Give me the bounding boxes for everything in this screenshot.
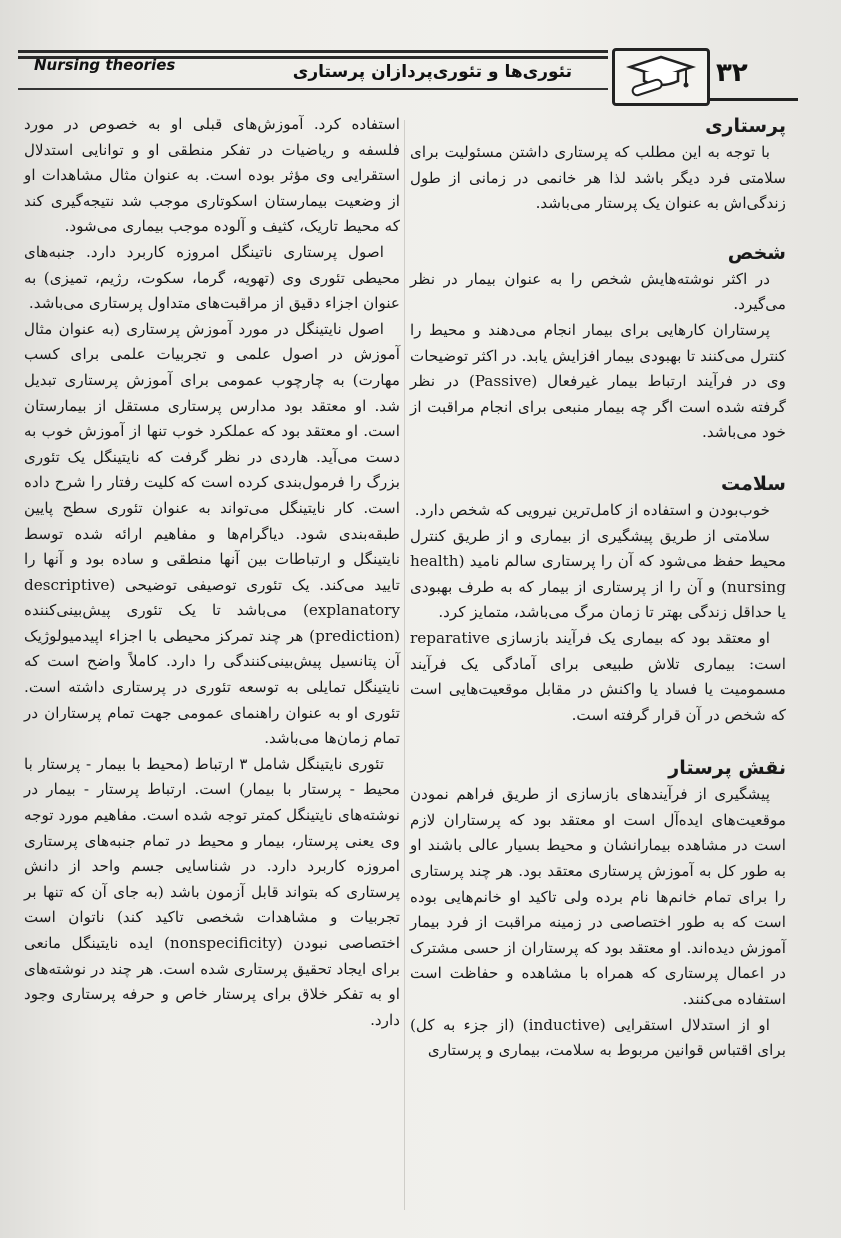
paragraph: پیشگیری از فرآیندهای بازسازی از طریق فراهم نمودن موقعیت‌های ایده‌آل است او معتقد بود که پرستاران لازم است در مشاهده بیمارانشان و محیط بسیار عالی باشند او به طور کل به آموزش پرستاری معتقد بود. هر چند پرستاری را برای تمام خانم‌ها نام برده ولی تاکید او خانم‌هایی بوده است که به طور اختصاصی در زمینه مراقبت از فرد بیمار آموزش دیده‌اند. او معتقد بود که پرستاران از حسی مشترک در اعمال پرستاری که همراه با مشاهده و حفاظت است استفاده می‌کنند. (410, 785, 786, 1009)
page-header (18, 40, 798, 120)
header-logo-box (612, 48, 710, 106)
column-divider (404, 120, 405, 1210)
graduation-cap-scroll-icon (624, 53, 698, 101)
section-heading-person: شخص (727, 241, 786, 264)
paragraph: او از استدلال استقرایی (inductive) (از جزء به کل) برای اقتباس قوانین مربوط به سلامت، بیماری و پرستاری (410, 1015, 786, 1060)
section-heading-nurse-role: نقش پرستار (668, 757, 786, 780)
paragraph: تئوری نایتینگل شامل ۳ ارتباط (محیط با بیمار - پرستار با محیط - پرستار با بیمار) است. ارتباط پرستار - بیمار در نوشته‌های نایتینگل کمتر توجه شده است. مفاهیم مورد توجه وی یعنی پرستار، بیمار و محیط در تمام جنبه‌های پرستاری امروزه کاربرد دارد. در شناسایی جسم واحد از دانش پرستاری که بتواند قابل آزمون باشد (به جای آن که تنها بر تجربیات و مشاهدات شخصی تاکید کند) ناتوان است اختصاصی نبودن (nonspecificity) ایده نایتینگل مانعی برای ایجاد تحقیق پرستاری شده است. هر چند در نوشته‌های او به تفکر خلاق برای پرستار خاص و حرفه پرستاری وجود دارد. (24, 754, 401, 1029)
paragraph: با توجه به این مطلب که پرستاری داشتن مسئولیت برای سلامتی فرد دیگر باشد لذا هر خانمی در زمانی از طول زندگی‌اش به عنوان یک پرستار می‌باشد. (410, 143, 786, 213)
header-persian-title: تئوری‌ها و تئوری‌پردازان پرستاری (292, 62, 572, 82)
section-heading-health: سلامت (721, 472, 786, 495)
paragraph: او معتقد بود که بیماری یک فرآیند بازسازی reparative است: بیماری تلاش طبیعی برای آمادگی یک فرآیند مسمومیت یا فساد یا واکنش در مقابل موقعیت‌هایی است که شخص در آن قرار گرفته است. (410, 628, 786, 724)
header-english-title: Nursing theories (34, 56, 176, 74)
page-number: ۳۲ (716, 58, 748, 88)
header-right-rule (708, 98, 798, 101)
paragraph: استفاده کرد. آموزش‌های قبلی او به خصوص در مورد فلسفه و ریاضیات در تفکر منطقی او و توانایی استدلال استقرایی وی مؤثر بوده است. به عنوان مثال مشاهدات او از وضعیت بیمارستان اسکوتاری موجب شد نتیجه‌گیری کند که محیط تاریک، کثیف و آلوده موجب بیماری می‌شود. (24, 115, 400, 236)
paragraph: پرستاران کارهایی برای بیمار انجام می‌دهند و محیط را کنترل می‌کنند تا بهبودی بیمار افزایش یابد. در اکثر توضیحات وی در فرآیند ارتباط بیمار غیرفعال (Passive) در نظر گرفته شده است اگر چه بیمار منبعی برای انجام مراقبت از خود می‌باشد. (410, 320, 786, 442)
paragraph: سلامتی از طریق پیشگیری از بیماری و از طریق کنترل محیط حفظ می‌شود که آن را پرستاری سالم نامید (health nursing) و آن را از پرستاری از بیمار که به طرف بهبودی یا حداقل زندگی بهتر تا زمان مرگ می‌باشد، متمایز کرد. (410, 526, 786, 622)
paragraph: اصول نایتینگل در مورد آموزش پرستاری (به عنوان مثال آموزش در اصول علمی و تجربیات علمی برای کسب مهارت) به چارچوب عمومی برای آموزش پرستاری تبدیل شد. او معتقد بود مدارس پرستاری مستقل از بیمارستان است. او معتقد بود که عملکرد خوب تنها از آموزش خوب به دست می‌آید. هاردی در نظر گرفت که نایتینگل یک تئوری بزرگ را فرمول‌بندی کرده است که کلیت رفتار را شرح داده است. کار نایتینگل می‌تواند به عنوان تئوری سطح پایین طبقه‌بندی شود. دیاگرام‌ها و مفاهیم ارائه شده توسط نایتینگل و ارتباطات بین آنها منطقی و ساده بود و آنها را تایید می‌کند. یک تئوری توصیفی توضیحی (descriptive explanatory) می‌باشد تا یک تئوری پیش‌بینی‌کننده (prediction) هر چند تمرکز محیطی با اجزاء اپیدمیولوژیک آن پتانسیل پیش‌بینی‌کنندگی را دارد. کاملاً واضح است که نایتینگل تمایلی به توسعه تئوری در پرستاری داشته است. تئوری او به عنوان راهنمای عمومی جهت تمام پرستاران در تمام زمان‌ها می‌باشد. (24, 319, 400, 748)
section-heading-nursing: پرستاری (705, 115, 786, 137)
header-rule (18, 88, 608, 90)
paragraph: اصول پرستاری ناتینگل امروزه کاربرد دارد. جنبه‌های محیطی تئوری وی (تهویه، گرما، سکوت، رژیم، تمیزی) به عنوان اجزاء دقیق از مراقبت‌های متداول پرستاری می‌باشد. (24, 242, 400, 313)
left-column (24, 112, 400, 1033)
paragraph: خوب‌بودن و استفاده از کامل‌ترین نیرویی که شخص دارد. (414, 500, 770, 519)
right-column (410, 112, 786, 1064)
paragraph: در اکثر نوشته‌هایش شخص را به عنوان بیمار در نظر می‌گیرد. (410, 269, 786, 314)
